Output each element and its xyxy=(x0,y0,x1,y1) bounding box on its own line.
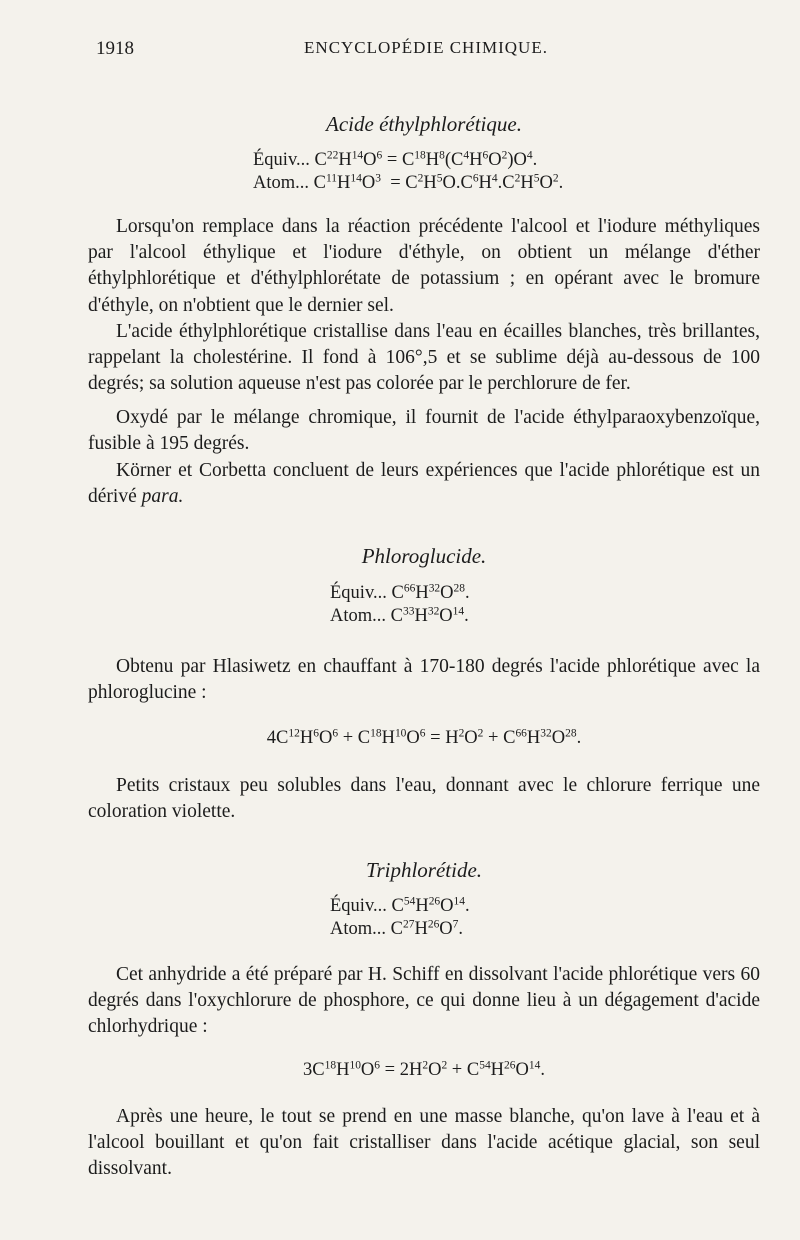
reaction-equation-1: $4C^{12}H^6O^6 + C^{18}H^{10}O^6 = H^2O^2 + C^{66}H^{32}O^{28}$. xyxy=(266,727,582,748)
paragraph: L'acide éthylphlorétique cristallise dans l'eau en écailles blanches, très brillantes, rappelant la cholestérine. Il fond à 106°,5 et se sublime déjà au-dessous de 100 degrés; sa solution aqueuse n'est pas colorée par le perchlorure de fer. xyxy=(88,321,760,395)
section-title-phloroglucide: Phloroglucide. xyxy=(361,544,487,568)
formula-atom-3: Atom... $C^{27}H^{26}O^7$. xyxy=(330,918,464,939)
atom-label: Atom... xyxy=(330,606,387,626)
paragraph: Obtenu par Hlasiwetz en chauffant à 170-180 degrés l'acide phlorétique avec la phloroglucine : xyxy=(88,656,760,704)
paragraph-text: Körner et Corbetta concluent de leurs expériences que l'acide phlorétique est un dérivé xyxy=(88,460,760,508)
formula-equiv-2: Équiv... $C^{66}H^{32}O^{28}$. xyxy=(330,582,470,603)
page-header xyxy=(96,38,756,66)
equiv-label: Équiv... xyxy=(330,583,387,603)
running-title: ENCYCLOPÉDIE CHIMIQUE. xyxy=(304,38,548,57)
paragraph: Oxydé par le mélange chromique, il fournit de l'acide éthylparaoxybenzoïque, fusible à 195 degrés. xyxy=(88,407,760,455)
page-number: 1918 xyxy=(96,38,134,59)
equiv-label: Équiv... xyxy=(253,150,310,170)
formula-equiv-3: Équiv... $C^{54}H^{26}O^{14}$. xyxy=(330,895,470,916)
paragraph xyxy=(88,458,760,510)
formula-atom-1: Atom... $C^{11}H^{14}O^3 = C^2H^5O.C^6H^4.C^2H^5O^2$. xyxy=(253,172,564,193)
reaction-equation-2: $3C^{18}H^{10}O^6 = 2H^2O^2 + C^{54}H^{26}O^{14}$. xyxy=(303,1059,545,1080)
emphasis-para: para. xyxy=(141,486,184,508)
section-title-triphloretide: Triphlorétide. xyxy=(365,858,483,882)
equiv-label: Équiv... xyxy=(330,896,387,916)
atom-label: Atom... xyxy=(330,919,387,939)
atom-label: Atom... xyxy=(253,173,310,193)
formula-equiv-1: Équiv... $C^{22}H^{14}O^6 = C^{18}H^8(C^4H^6O^2)O^4$. xyxy=(253,149,538,170)
paragraph: Cet anhydride a été préparé par H. Schiff en dissolvant l'acide phlorétique vers 60 degrés dans l'oxychlorure de phosphore, ce qui donne lieu à un dégagement d'acide chlorhydrique : xyxy=(88,964,760,1038)
paragraph: Petits cristaux peu solubles dans l'eau, donnant avec le chlorure ferrique une coloration violette. xyxy=(88,775,760,823)
section-title-ethylphloretic-acid: Acide éthylphlorétique. xyxy=(326,112,522,136)
paragraph: Lorsqu'on remplace dans la réaction précédente l'alcool et l'iodure méthyliques par l'alcool éthylique et l'iodure d'éthyle, on obtient un mélange d'éther éthylphlorétique et d'éthylphlorétate de potassium ; en opérant avec le bromure d'éthyle, on n'obtient que le dernier sel. xyxy=(88,216,760,316)
paragraph: Après une heure, le tout se prend en une masse blanche, qu'on lave à l'eau et à l'alcool bouillant et qu'on fait cristalliser dans l'acide acétique glacial, son seul dissolvant. xyxy=(88,1106,760,1180)
formula-atom-2: Atom... $C^{33}H^{32}O^{14}$. xyxy=(330,605,469,626)
